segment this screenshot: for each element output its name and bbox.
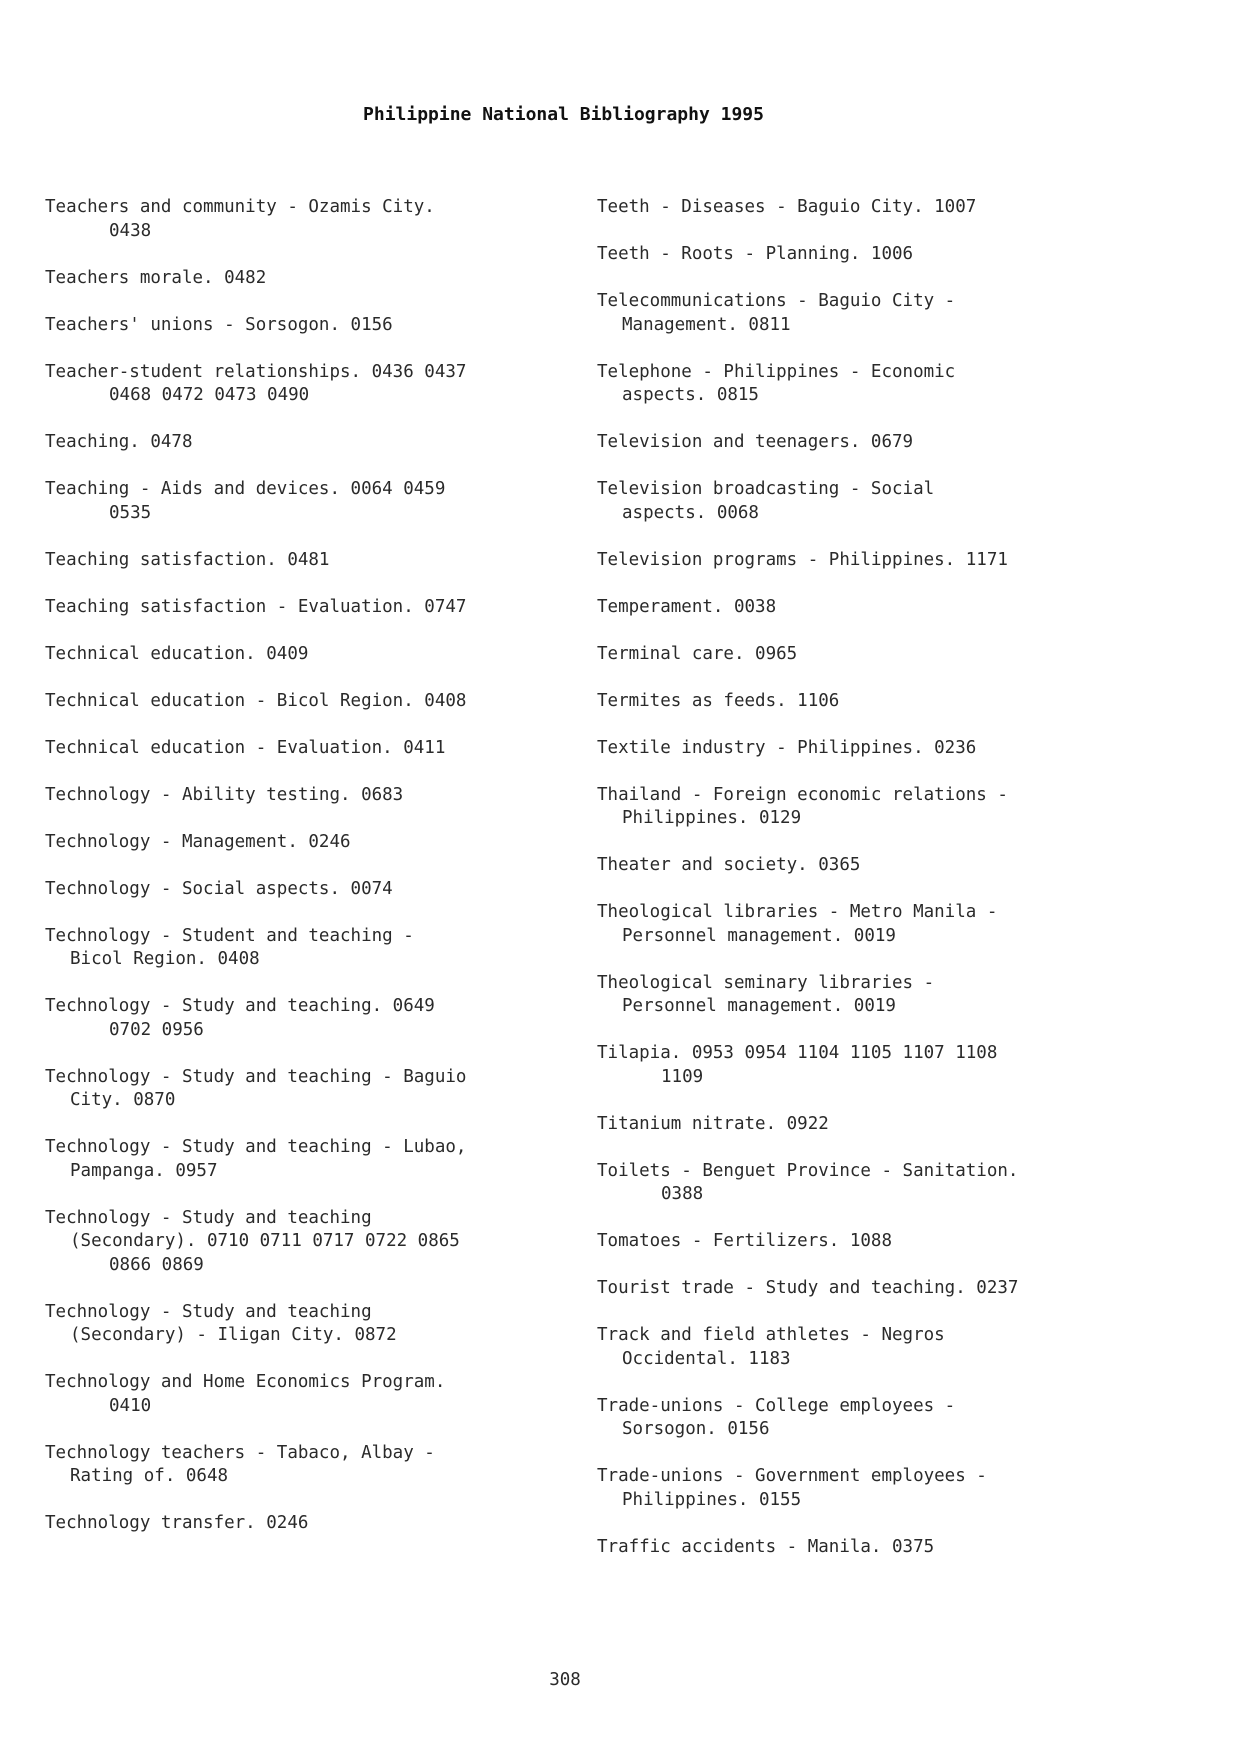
- index-heading: Technical education - Evaluation. 0411: [45, 737, 446, 758]
- index-entry: [45, 643, 585, 667]
- index-continuation: aspects. 0815: [622, 385, 759, 405]
- index-entry: [45, 1066, 585, 1113]
- index-entry: [597, 1324, 1157, 1371]
- page-title: Philippine National Bibliography 1995: [363, 104, 764, 125]
- index-heading: Television broadcasting - Social: [597, 479, 935, 499]
- index-continuation: City. 0870: [70, 1090, 176, 1110]
- index-heading: Traffic accidents - Manila. 0375: [597, 1536, 935, 1557]
- index-continuation: (Secondary) - Iligan City. 0872: [70, 1325, 397, 1345]
- index-entry: [597, 1113, 1157, 1137]
- index-entry: [45, 1512, 585, 1536]
- index-heading: Technical education. 0409: [45, 643, 309, 664]
- index-entry: [45, 196, 585, 243]
- index-continuation: 0468 0472 0473 0490: [109, 385, 310, 405]
- index-heading: Technology - Management. 0246: [45, 831, 351, 852]
- index-entry: [45, 995, 585, 1042]
- index-entry: [45, 737, 585, 761]
- index-heading: Thailand - Foreign economic relations -: [597, 784, 1008, 805]
- index-continuation: Pampanga. 0957: [70, 1160, 218, 1181]
- index-entry: [597, 854, 1157, 878]
- index-entry: [597, 596, 1157, 620]
- index-entry: [45, 784, 585, 808]
- index-heading: Teacher-student relationships. 0436 0437: [45, 361, 467, 382]
- index-continuation: 0866 0869: [109, 1254, 204, 1275]
- index-entry: [597, 1465, 1157, 1512]
- index-continuation: 1109: [661, 1066, 704, 1087]
- index-continuation: Rating of. 0648: [70, 1466, 229, 1486]
- index-heading: Theological seminary libraries -: [597, 972, 935, 993]
- index-entry: [597, 1536, 1157, 1560]
- index-entry: [45, 1136, 585, 1183]
- index-entry: [45, 361, 585, 408]
- index-heading: Terminal care. 0965: [597, 643, 798, 664]
- index-heading: Telecommunications - Baguio City -: [597, 291, 956, 311]
- index-heading: Theological libraries - Metro Manila -: [597, 902, 998, 922]
- index-entry: [45, 831, 585, 855]
- index-entry: [597, 1160, 1157, 1207]
- index-entry: [597, 478, 1157, 525]
- index-heading: Teaching satisfaction. 0481: [45, 549, 330, 570]
- index-entry: [597, 690, 1157, 714]
- index-entry: [45, 549, 585, 573]
- index-heading: Television programs - Philippines. 1171: [597, 549, 1008, 570]
- index-heading: Teaching - Aids and devices. 0064 0459: [45, 479, 446, 499]
- index-entry: [597, 901, 1157, 948]
- index-heading: Teachers' unions - Sorsogon. 0156: [45, 314, 393, 335]
- index-heading: Technology and Home Economics Program.: [45, 1372, 446, 1392]
- index-continuation: Occidental. 1183: [622, 1348, 791, 1369]
- index-heading: Teachers morale. 0482: [45, 267, 267, 288]
- index-entry: [597, 1230, 1157, 1254]
- index-entry: [597, 737, 1157, 761]
- index-entry: [597, 549, 1157, 573]
- index-entry: [597, 972, 1157, 1019]
- index-continuation: Management. 0811: [622, 314, 791, 335]
- index-heading: Track and field athletes - Negros: [597, 1325, 945, 1345]
- index-entry: [45, 1371, 585, 1418]
- index-heading: Teeth - Diseases - Baguio City. 1007: [597, 197, 977, 217]
- index-continuation: 0702 0956: [109, 1019, 204, 1040]
- index-heading: Technology - Study and teaching: [45, 1301, 372, 1322]
- index-column-left: [45, 196, 585, 1559]
- index-heading: Teaching. 0478: [45, 432, 193, 452]
- index-continuation: Philippines. 0155: [622, 1489, 802, 1510]
- index-heading: Trade-unions - Government employees -: [597, 1466, 987, 1486]
- index-continuation: Bicol Region. 0408: [70, 949, 260, 969]
- index-entry: [45, 878, 585, 902]
- index-heading: Television and teenagers. 0679: [597, 432, 914, 452]
- index-continuation: Personnel management. 0019: [622, 925, 896, 946]
- index-heading: Telephone - Philippines - Economic: [597, 361, 956, 382]
- index-continuation: (Secondary). 0710 0711 0717 0722 0865: [70, 1231, 460, 1251]
- index-entry: [597, 196, 1157, 220]
- index-continuation: aspects. 0068: [622, 502, 759, 523]
- index-entry: [45, 925, 585, 972]
- index-entry: [597, 243, 1157, 267]
- index-heading: Technology - Study and teaching - Lubao,: [45, 1137, 467, 1157]
- index-heading: Textile industry - Philippines. 0236: [597, 737, 977, 758]
- index-column-right: [597, 196, 1157, 1583]
- index-continuation: Personnel management. 0019: [622, 996, 896, 1016]
- index-heading: Theater and society. 0365: [597, 855, 861, 875]
- index-heading: Tomatoes - Fertilizers. 1088: [597, 1231, 893, 1251]
- index-heading: Termites as feeds. 1106: [597, 690, 840, 711]
- index-heading: Technology - Study and teaching: [45, 1207, 372, 1228]
- index-heading: Teeth - Roots - Planning. 1006: [597, 244, 914, 264]
- index-heading: Technology teachers - Tabaco, Albay -: [45, 1442, 435, 1463]
- index-entry: [597, 1042, 1157, 1089]
- index-heading: Technology - Study and teaching. 0649: [45, 996, 435, 1016]
- index-heading: Technology - Social aspects. 0074: [45, 878, 393, 899]
- index-heading: Technology transfer. 0246: [45, 1513, 309, 1533]
- index-heading: Technical education - Bicol Region. 0408: [45, 690, 467, 711]
- index-continuation: 0438: [109, 220, 152, 241]
- index-heading: Teachers and community - Ozamis City.: [45, 197, 435, 217]
- index-continuation: Philippines. 0129: [622, 808, 802, 828]
- index-entry: [597, 784, 1157, 831]
- index-entry: [45, 1301, 585, 1348]
- index-entry: [597, 1277, 1157, 1301]
- index-continuation: 0535: [109, 502, 152, 523]
- index-heading: Titanium nitrate. 0922: [597, 1113, 829, 1134]
- index-entry: [45, 431, 585, 455]
- index-heading: Tilapia. 0953 0954 1104 1105 1107 1108: [597, 1043, 998, 1063]
- index-heading: Technology - Study and teaching - Baguio: [45, 1066, 467, 1087]
- index-heading: Technology - Ability testing. 0683: [45, 784, 404, 805]
- index-heading: Toilets - Benguet Province - Sanitation.: [597, 1160, 1019, 1181]
- index-entry: [45, 596, 585, 620]
- index-entry: [597, 1395, 1157, 1442]
- index-entry: [597, 431, 1157, 455]
- index-entry: [597, 643, 1157, 667]
- index-entry: [45, 314, 585, 338]
- index-entry: [45, 1442, 585, 1489]
- index-entry: [597, 361, 1157, 408]
- index-heading: Technology - Student and teaching -: [45, 925, 414, 946]
- index-entry: [45, 267, 585, 291]
- index-entry: [597, 290, 1157, 337]
- index-entry: [45, 478, 585, 525]
- index-heading: Temperament. 0038: [597, 596, 777, 617]
- index-continuation: 0388: [661, 1184, 704, 1204]
- index-continuation: Sorsogon. 0156: [622, 1419, 770, 1439]
- index-heading: Tourist trade - Study and teaching. 0237: [597, 1278, 1019, 1298]
- index-entry: [45, 1207, 585, 1278]
- index-heading: Trade-unions - College employees -: [597, 1395, 956, 1416]
- index-entry: [45, 690, 585, 714]
- page-number: 308: [549, 1670, 581, 1690]
- index-continuation: 0410: [109, 1395, 152, 1416]
- index-heading: Teaching satisfaction - Evaluation. 0747: [45, 596, 467, 617]
